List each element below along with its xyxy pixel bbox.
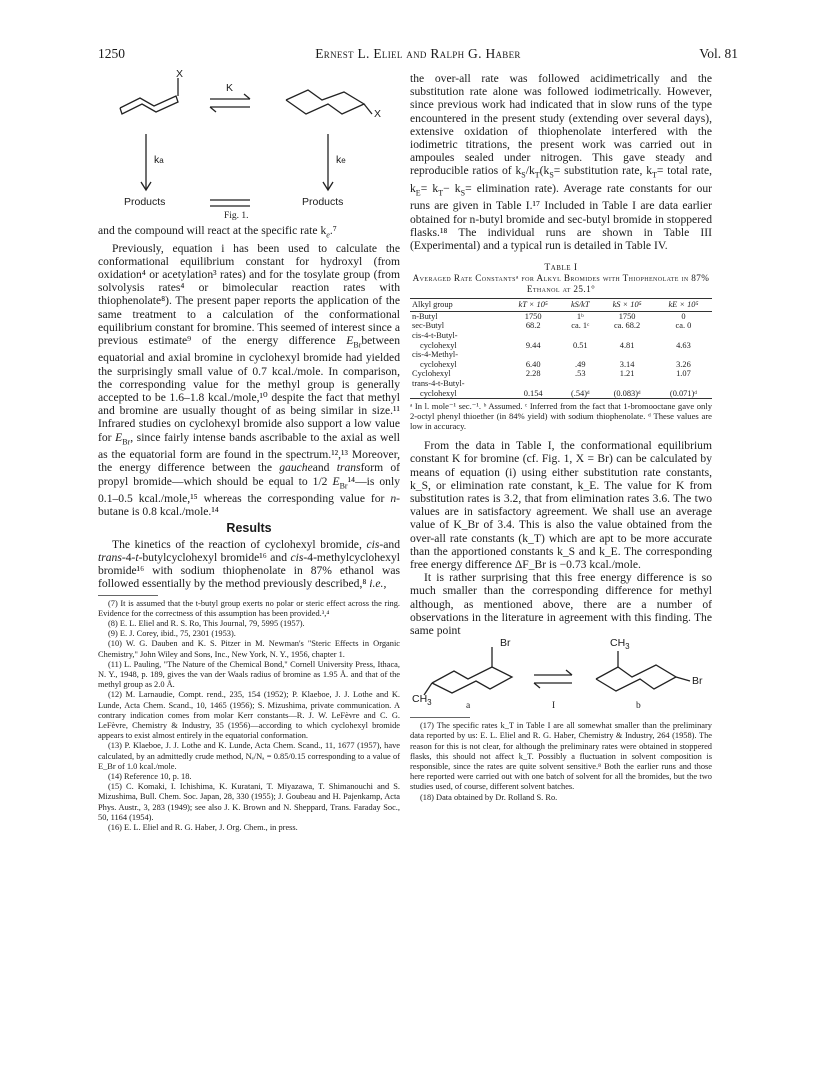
paragraph: and the compound will react at the specific rate $k_e.^7$	[98, 224, 337, 240]
table-cell: 6.40	[525, 359, 541, 369]
column-header: kS × 10⁵	[599, 299, 655, 312]
table-cell: trans-4-t-Butyl-	[412, 379, 465, 389]
table-1	[410, 262, 712, 431]
footnote: (7) It is assumed that the t-butyl group exerts no polar or steric effect across the ring. Evidence for the correctness of this assumption has been provided.³,⁴	[98, 598, 400, 618]
table-cell	[655, 350, 712, 360]
footnote: (18) Data obtained by Dr. Rolland S. Ro.	[420, 792, 558, 802]
x-axial-label: X	[176, 68, 184, 80]
left-body-text	[98, 224, 400, 591]
ch3-label-b: $CH_3$	[610, 637, 630, 652]
table-cell: 9.44	[525, 340, 541, 350]
label-a: a	[466, 701, 471, 712]
chair-b	[596, 665, 676, 691]
table-cell: 68.2	[525, 321, 541, 331]
label-i: I	[552, 701, 556, 712]
table-cell: 2.28	[525, 369, 541, 379]
footnote: (9) E. J. Corey, ibid., 75, 2301 (1953).	[108, 629, 236, 639]
running-head-authors: Ernest L. Eliel and Ralph G. Haber	[315, 46, 521, 61]
figure-1-caption: Fig. 1.	[224, 211, 249, 221]
footnote: (13) P. Klaeboe, J. J. Lothe and K. Lunde, Acta Chem. Scand., 11, 1677 (1957), have calculated, by an admittedly crude method, Nₑ/Nₐ = 0.85/0.15 corresponding to a value of E_Br of 1.0 kcal./mole.	[98, 741, 400, 771]
table-row	[410, 360, 712, 370]
table-header-row	[410, 299, 712, 312]
table-cell: .49	[575, 359, 586, 369]
column-header: kT × 10⁵	[505, 299, 561, 312]
column-header: kS/kT	[561, 299, 599, 312]
table-cell: sec-Butyl	[412, 321, 445, 331]
left-column	[98, 68, 401, 833]
table-cell: 3.14	[619, 359, 635, 369]
label-b: b	[636, 701, 641, 712]
table-cell: 1ᵇ	[576, 311, 584, 321]
table-cell: n-Butyl	[412, 311, 438, 321]
right-body-text	[410, 72, 712, 252]
table-cell	[655, 379, 712, 389]
volume-number: Vol. 81	[699, 46, 738, 61]
footnote: (12) M. Larnaudie, Compt. rend., 235, 154 (1952); P. Klaeboe, J. J. Lothe and K. Lunde, Acta Chem. Scand., 10, 1465 (1956); S. Mizushima, private communication. A contrary indication comes from molar Kerr constants—R. J. W. LeFèvre and C. G. LeFèvre, Chemistry & Industry, 35 (1956)—according to which cyclohexyl bromide appears to exist almost entirely in the equatorial conformation.	[98, 690, 400, 741]
table-cell: cyclohexyl	[410, 389, 505, 399]
table-caption: Averaged Rate Constantsᵃ for Alkyl Bromides with Thiophenolate in 87% Ethanol at 25.1°	[412, 273, 710, 295]
ka-label: ka	[154, 154, 164, 166]
left-footnotes	[98, 599, 400, 834]
br-equatorial-label: Br	[692, 675, 703, 688]
footnote-rule	[410, 717, 470, 718]
ch3-label-a: $CH_3$	[412, 693, 432, 708]
table-cell: cis-4-t-Butyl-	[412, 331, 458, 341]
table-cell: Cyclohexyl	[412, 369, 451, 379]
table-row	[410, 379, 712, 389]
table-row	[410, 321, 712, 331]
paragraph: Previously, equation i has been used to calculate the conformational equilibrium constant for hydroxyl (from oxidation⁴ or acetylation³ rates) and for the tosylate group (from solvolysis rates⁴ or bimolecular reaction rates with thiophenolate⁸). The present paper reports the application of the same treatment to a calculation of the conformational equilibrium constant for bromine. This seemed of interest since a previous estimate⁹ of the energy difference $E_{Br}between$ equatorial and axial bromine in cyclohexyl bromide had yielded the surprisingly small value of 0.7 kcal./mole. In comparison, the corresponding value for the methyl group is generally accepted to be 1.6–1.8 kcal./mole,¹⁰ despite the fact that methyl and bromine are usually thought of as being similar in size.¹¹ Infrared studies on cyclohexyl bromide also support a low value for $E_{Br}$, since fairly intense bands ascribable to the axial as well as the equatorial form are found in the spectrum.¹²,¹³ Moreover, the energy difference between the gaucheand transform of propyl bromide—which should be equal to 1/2 $E_{Br}^{14}—is$ only 0.1–0.5 kcal./mole,¹⁵ whereas the corresponding value for n-butane is 0.8 kcal./mole.¹⁴	[98, 241, 401, 519]
table-cell: 1.21	[619, 369, 635, 379]
table-cell	[599, 350, 655, 360]
table-cell: 3.26	[676, 359, 691, 369]
table-cell: (0.083)ᵈ	[599, 389, 655, 399]
products-left: Products	[124, 196, 166, 208]
rate-constants-table	[410, 298, 712, 399]
table-cell: 4.63	[676, 340, 691, 350]
table-cell	[561, 379, 599, 389]
table-cell	[561, 331, 599, 341]
footnote: (15) C. Komaki, I. Ichishima, K. Kuratani, T. Miyazawa, T. Shimanouchi and S. Mizushima, Bull. Chem. Soc. Japan, 28, 330 (1955); J. Goubeau and H. Pajenkamp, Acta Phys. Austr., 3, 283 (1949); see also J. K. Brown and N. Sheppard, Trans. Faraday Soc., 50, 1164 (1954).	[98, 782, 400, 822]
table-cell: .53	[575, 369, 586, 379]
table-cell	[505, 350, 561, 360]
page-header	[98, 46, 738, 64]
column-header: kE × 10⁵	[655, 299, 712, 312]
table-row	[410, 350, 712, 360]
table-row	[410, 389, 712, 399]
table-row	[410, 311, 712, 321]
table-row	[410, 331, 712, 341]
table-cell: ca. 0	[675, 321, 692, 331]
x-equatorial-label: X	[374, 108, 382, 120]
paragraph: It is rather surprising that this free energy difference is so much smaller than the corresponding difference for methyl although, as mentioned above, there are a number of observations in the literature in agreement with this finding. The same point	[410, 571, 712, 638]
table-cell: 4.81	[619, 340, 635, 350]
table-cell: cis-4-Methyl-	[412, 350, 459, 360]
right-footnotes	[410, 721, 712, 803]
table-title: Table I	[544, 262, 578, 274]
ke-label: ke	[336, 154, 346, 166]
table-cell	[599, 379, 655, 389]
footnote: (8) E. L. Eliel and R. S. Ro, This Journal, 79, 5995 (1957).	[108, 618, 305, 628]
right-column	[410, 72, 712, 803]
equation-i-figure	[410, 637, 712, 713]
br-axial-label: Br	[500, 637, 511, 650]
table-cell: 0	[681, 311, 686, 321]
footnote: (16) E. L. Eliel and R. G. Haber, J. Org. Chem., in press.	[108, 823, 298, 832]
table-cell	[599, 331, 655, 341]
chair-axial	[120, 96, 178, 114]
table-cell	[655, 331, 712, 341]
table-cell	[561, 350, 599, 360]
table-cell	[505, 331, 561, 341]
table-footnote: ᵃ In l. mole⁻¹ sec.⁻¹. ᵇ Assumed. ᶜ Inferred from the fact that 1-bromooctane gave only 2-octyl phenyl thioether (in 84% yield) with sodium thiophenolate. ᵈ These values are low in accuracy.	[410, 401, 712, 432]
footnote: (17) The specific rates k_T in Table I are all somewhat smaller than the preliminary data reported by us: E. L. Eliel and R. G. Haber, Chemistry & Industry, 264 (1958). The reason for this is not clear, for although the preliminary rates were obtained in stoppered flasks, this should not affect k_T. Possibly a fluctuation in solvent composition is responsible, since the rates are quite solvent sensitive.⁸ Both the earlier runs and those here reported were carried out with one batch of solvent for all the bromides, but the two studies used, of course, different solvent batches.	[410, 721, 712, 792]
right-body-text-2	[410, 439, 712, 637]
chair-a	[432, 667, 512, 693]
table-cell: ca. 1ᶜ	[571, 321, 590, 331]
products-right: Products	[302, 196, 344, 208]
figure-1	[98, 68, 400, 224]
paragraph: From the data in Table I, the conformational equilibrium constant K for bromine (cf. Fig. 1, X = Br) can be calculated by means of equation (i) using either substitution rate constants, k_S, or elimination rate constant, k_E. The value for K from substitution rates is 3.2, that from elimination rates 3.6. The two values are in satisfactory agreement. We shall use an average value of K_Br of 3.4. This is also the value obtained from the over-all rate constants (k_T) which are apt to be more accurate than the apportioned constants k_S and k_E. The corresponding free energy difference ΔF_Br is −0.73 kcal./mole.	[410, 439, 712, 572]
column-header: Alkyl group	[410, 299, 505, 312]
footnote-rule	[98, 595, 158, 596]
equation-i-drawing	[410, 637, 712, 713]
table-cell: (.54)ᵈ	[561, 389, 599, 399]
table-cell: 0.51	[572, 340, 588, 350]
footnote: (14) Reference 10, p. 18.	[108, 771, 192, 781]
table-cell: 1750	[618, 311, 636, 321]
chair-equatorial	[286, 90, 364, 114]
table-cell	[505, 379, 561, 389]
section-heading-results: Results	[226, 520, 272, 535]
table-row	[410, 341, 712, 351]
paragraph: The kinetics of the reaction of cyclohexyl bromide, cis-and trans-4-t-butylcyclohexyl bromide¹⁶ and cis-4-methylcyclohexyl bromide¹⁶ with sodium thiophenolate in 87% ethanol was followed essentially by the method previously described,⁸ i.e.,	[98, 537, 400, 591]
table-cell: cyclohexyl	[420, 340, 457, 350]
table-cell: cyclohexyl	[420, 359, 457, 369]
footnote: (11) L. Pauling, "The Nature of the Chemical Bond," Cornell University Press, Ithaca, N. Y., 1948, p. 189, gives the van der Waals radius of bromine as 1.95 Å. and that of the methyl group as 2.0 Å.	[98, 659, 400, 690]
k-equilibrium-label: K	[226, 82, 234, 94]
table-cell: ca. 68.2	[613, 321, 641, 331]
footnote: (10) W. G. Dauben and K. S. Pitzer in M. Newman's "Steric Effects in Organic Chemistry," John Wiley and Sons, Inc., New York, N. Y., 1956, chapter 1.	[98, 639, 400, 659]
table-cell: 0.154	[505, 389, 561, 399]
table-row	[410, 369, 712, 379]
table-cell: (0.071)ᵈ	[655, 389, 712, 399]
table-cell: 1750	[524, 311, 542, 321]
page-number: 1250	[98, 46, 125, 61]
paragraph: the over-all rate was followed acidimetrically and the substitution rate alone was followed iodimetrically. However, since previous work had indicated that in slow runs of the type encountered in the present study (extending over several days), extensive oxidation of thiophenolate interfered with the iodimetric titrations, the present work was carried out in ampoules sealed under nitrogen. This gave steady and reproducible ratios of $k_S/k_T(k_S=$ substitution rate, $k_T=$ total rate, $k_E= k_T- k_S=$ elimination rate). Average rate constants for our runs are given in Table I.¹⁷ Included in Table I are data earlier obtained for n-butyl bromide and sec-butyl bromide in stoppered flasks.¹⁸ The individual runs are shown in Table III (Experimental) and a typical run is detailed in Table IV.	[410, 72, 713, 253]
table-cell: 1.07	[676, 369, 691, 379]
